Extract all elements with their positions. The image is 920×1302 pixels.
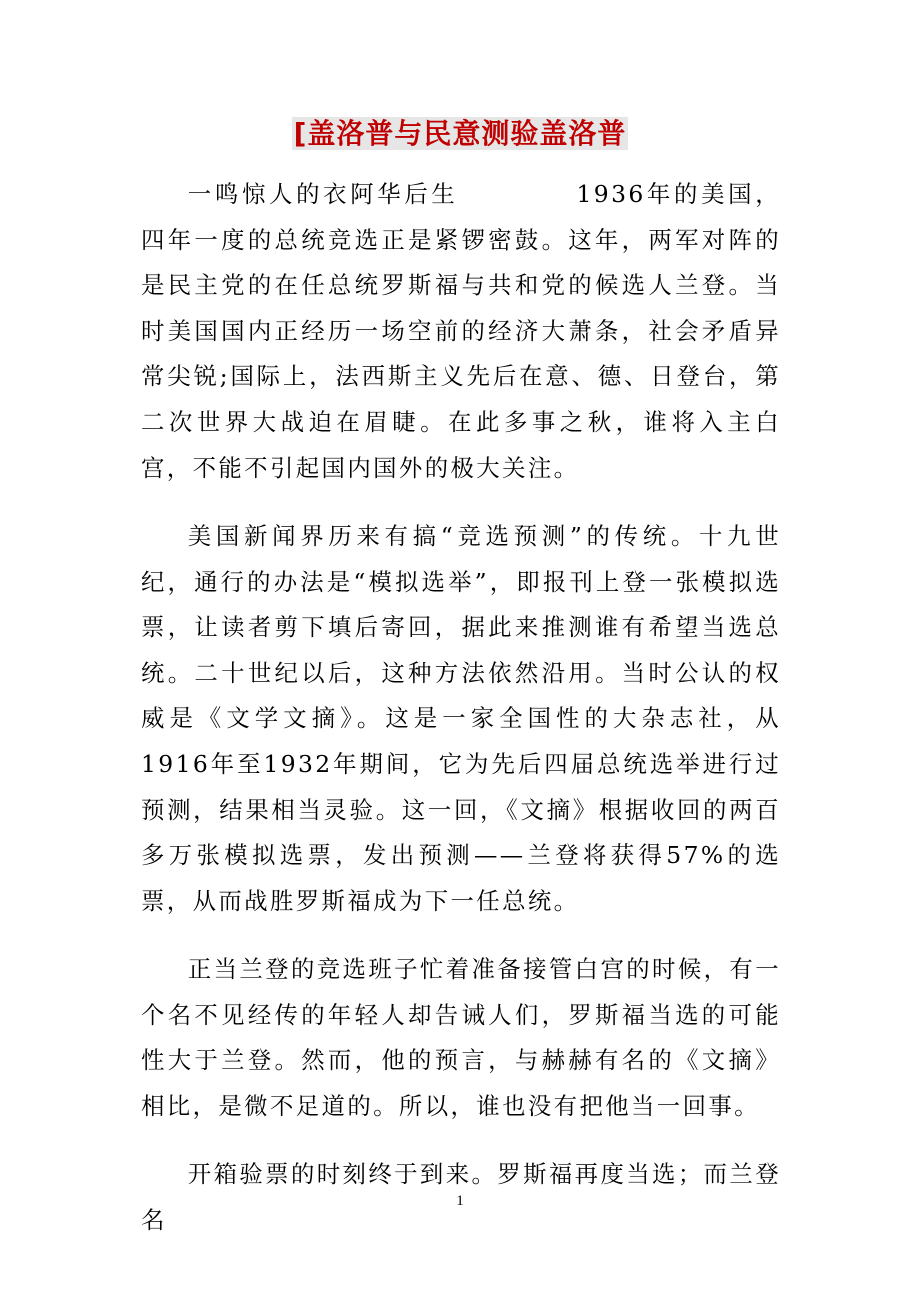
paragraph-4: 开箱验票的时刻终于到来。罗斯福再度当选；而兰登名	[141, 1160, 781, 1234]
document-title	[0, 112, 920, 156]
paragraph-1-lead: 一鸣惊人的衣阿华后生	[187, 180, 459, 208]
paragraph-2: 美国新闻界历来有搞“竞选预测”的传统。十九世纪，通行的办法是“模拟选举”，即报刊上登一张模拟选票，让读者剪下填后寄回，据此来推测谁有希望当选总统。二十世纪以后，这种方法依然沿用。当时公认的权威是《文学文摘》。这是一家全国性的大杂志社，从1916年至1932年期间，它为先后四届总统选举进行过预测，结果相当灵验。这一回，《文摘》根据收回的两百多万张模拟选票，发出预测——兰登将获得57%的选票，从而战胜罗斯福成为下一任总统。	[141, 521, 781, 915]
paragraph-3: 正当兰登的竞选班子忙着准备接管白宫的时候，有一个名不见经传的年轻人却告诫人们，罗斯福当选的可能性大于兰登。然而，他的预言，与赫赫有名的《文摘》相比，是微不足道的。所以，谁也没有把他当一回事。	[141, 955, 781, 1120]
paragraph-1-text: 1936年的美国，四年一度的总统竞选正是紧锣密鼓。这年，两军对阵的是民主党的在任总统罗斯福与共和党的候选人兰登。当时美国国内正经历一场空前的经济大萧条，社会矛盾异常尖锐;国际上，法西斯主义先后在意、德、日登台，第二次世界大战迫在眉睫。在此多事之秋，谁将入主白宫，不能不引起国内国外的极大关注。	[141, 180, 781, 482]
title-text: [盖洛普与民意测验盖洛普	[293, 117, 627, 150]
document-body	[141, 172, 781, 1243]
page-number: 1	[456, 1193, 464, 1209]
paragraph-1	[141, 172, 781, 491]
